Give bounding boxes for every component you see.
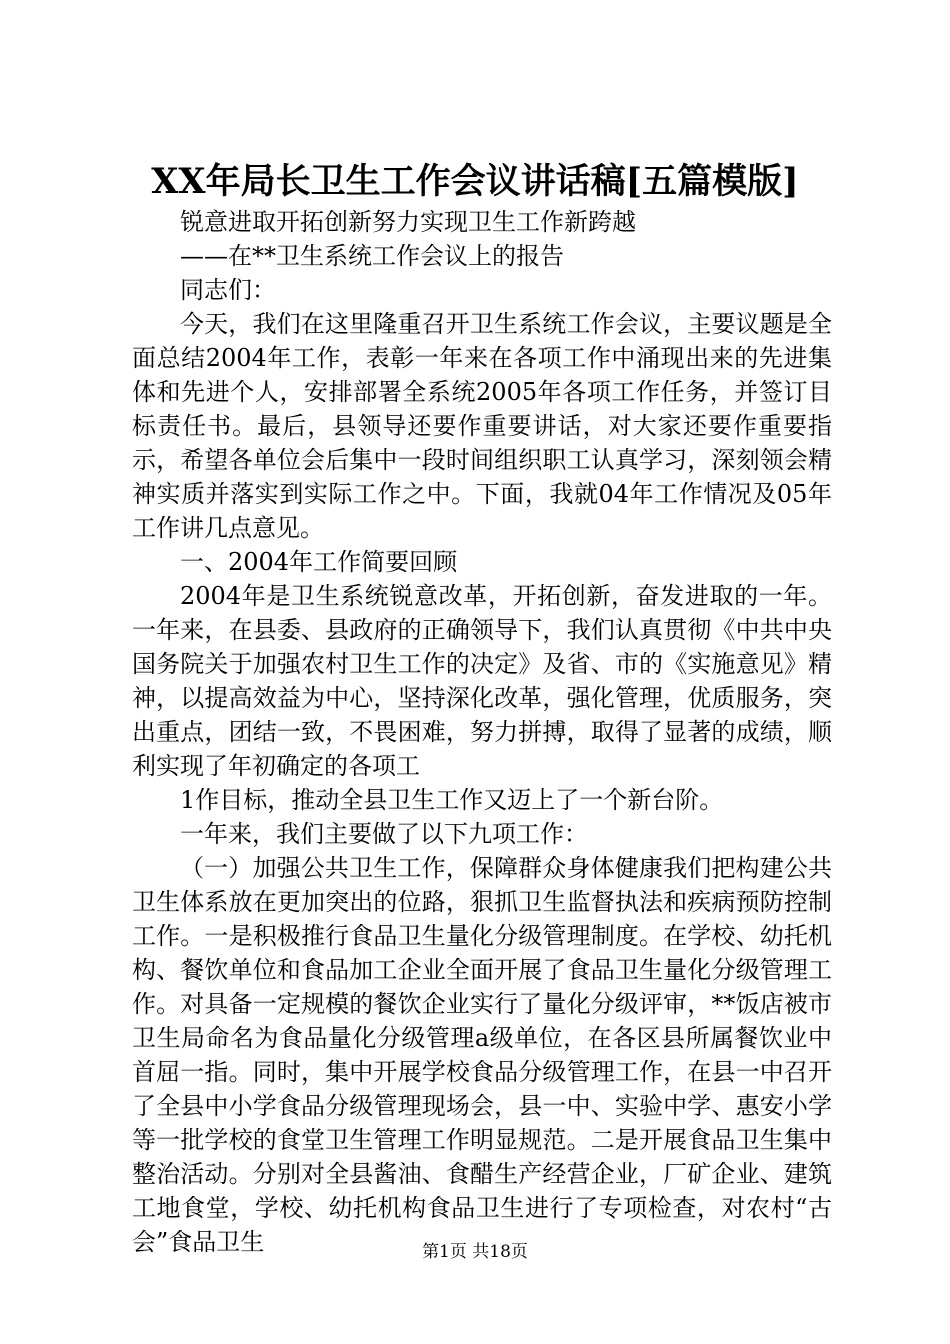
- document-body: [132, 205, 832, 1259]
- paragraph-nine-items: 一年来，我们主要做了以下九项工作：: [180, 820, 588, 848]
- paragraph-goals: 1作目标，推动全县卫生工作又迈上了一个新台阶。: [180, 786, 724, 814]
- paragraph-review: 2004年是卫生系统锐意改革，开拓创新，奋发进取的一年。一年来，在县委、县政府的正确领导下，我们认真贯彻《中共中央国务院关于加强农村卫生工作的决定》及省、市的《实施意见》精神，以提高效益为中心，坚持深化改革，强化管理，优质服务，突出重点，团结一致，不畏困难，努力拼搏，取得了显著的成绩，顺利实现了年初确定的各项工: [132, 582, 832, 780]
- paragraph-subtitle: 锐意进取开拓创新努力实现卫生工作新跨越: [180, 208, 636, 236]
- paragraph-greeting: 同志们：: [180, 276, 276, 304]
- section-heading: 一、2004年工作简要回顾: [180, 548, 458, 576]
- page-footer: 第1页 共18页: [422, 1242, 528, 1262]
- paragraph-intro: 今天，我们在这里隆重召开卫生系统工作会议，主要议题是全面总结2004年工作，表彰一年来在各项工作中涌现出来的先进集体和先进个人，安排部署全系统2005年各项工作任务，并签订目标责任书。最后，县领导还要作重要讲话，对大家还要作重要指示，希望各单位会后集中一段时间组织职工认真学习，深刻领会精神实质并落实到实际工作之中。下面，我就04年工作情况及05年工作讲几点意见。: [132, 310, 832, 542]
- paragraph-report-line: ——在**卫生系统工作会议上的报告: [180, 242, 564, 270]
- paragraph-public-health: （一）加强公共卫生工作，保障群众身体健康我们把构建公共卫生体系放在更加突出的位路，狠抓卫生监督执法和疾病预防控制工作。一是积极推行食品卫生量化分级管理制度。在学校、幼托机构、餐饮单位和食品加工企业全面开展了食品卫生量化分级管理工作。对具备一定规模的餐饮企业实行了量化分级评审，**饭店被市卫生局命名为食品量化分级管理a级单位，在各区县所属餐饮业中首屈一指。同时，集中开展学校食品分级管理工作，在县一中召开了全县中小学食品分级管理现场会，县一中、实验中学、惠安小学等一批学校的食堂卫生管理工作明显规范。二是开展食品卫生集中整治活动。分别对全县酱油、食醋生产经营企业，厂矿企业、建筑工地食堂，学校、幼托机构食品卫生进行了专项检查，对农村“古会”食品卫生: [132, 854, 832, 1256]
- document-title: XX年局长卫生工作会议讲话稿[五篇模版]: [151, 161, 799, 202]
